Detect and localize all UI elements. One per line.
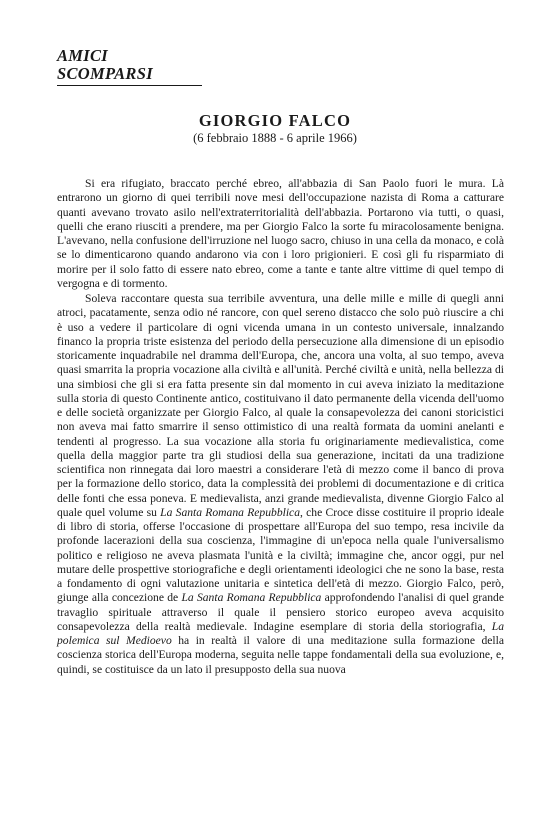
paragraph-2-text-a: Soleva raccontare questa sua terribile avventura, una delle mille e mille di quegli anni atroci, pacatamente, senza odio né rancore, con quel sereno distacco che solo può riuscire a chi è uso a vedere il particolare di ogni vicenda umana in un contesto universale, innalzando financo la propria triste esistenza del periodo della persecuzione alla dimensione di un episodio storicamente inquadrabile nel dramma dell'Europa, che, ancora una volta, al suo tempo, aveva quasi smarrita la propria vocazione alla civiltà e all'unità. Perché civiltà e unità, nella bellezza di una simbiosi che gli si era fatta presente sin dal momento in cui aveva iniziato la meditazione sulla storia di questo Continente antico, costituivano il dato permanente della vicenda dell'uomo e delle società organizzate per Giorgio Falco, al quale la consapevolezza dei canoni storicistici non aveva mai fatto smarrire il senso ottimistico di una realtà formata da uomini anelanti e tendenti al progresso. La sua vocazione alla storia fu originariamente medievalistica, come quella della maggior parte tra gli studiosi della sua generazione, incitati da una tradizione scientifica non rinnegata dai loro maestri a considerare l'età di mezzo come il banco di prova per la formazione dello storico, data la complessità dei problemi di documentazione e di critica delle fonti che essa poneva. E medievalista, anzi grande medievalista, divenne Giorgio Falco al quale quel volume su <box>57 292 504 519</box>
article-body <box>57 177 504 677</box>
section-header <box>57 47 207 86</box>
paragraph-2-text-b: , che Croce disse costituire il proprio ideale di libro di storia, offerse l'occasione di prospettare all'Europa del suo tempo, resa incivile da profonde lacerazioni della sua coscienza, l'immagine di un'epoca nella quale l'universalismo politico e religioso ne aveva plasmata l'unità e la civiltà; immagine che, ancor oggi, pur nel mutare delle prospettive storiografiche e degli orientamenti ideologici che ne sono la base, resta a fondamento di ogni valutazione unitaria e sintetica dell'età di mezzo. Giorgio Falco, però, giunge alla concezione de <box>57 505 504 605</box>
paragraph-2 <box>57 292 504 677</box>
article-dates: (6 febbraio 1888 - 6 aprile 1966) <box>193 131 357 145</box>
paragraph-2-text-c: approfondendo l'analisi di quel grande travaglio spirituale attraverso il quale il pensiero storico europeo aveva acquisito consapevolezza della realtà medievale. Indagine esemplare di storia della storiografia, <box>57 591 504 633</box>
book-title-santa-romana-repubblica: La Santa Romana Repubblica <box>160 505 300 519</box>
book-title-polemica-sul-medioevo: La polemica sul Medioevo <box>57 619 504 647</box>
paragraph-2-text-d: ha in realtà il valore di una meditazione sulla formazione della coscienza storica dell'Europa moderna, seguita nelle tappe fondamentali della sua evoluzione, e, quindi, se costituisce da un lato il presupposto della sua nuova <box>57 634 505 676</box>
article-title: GIORGIO FALCO <box>198 111 352 130</box>
paragraph-1: Si era rifugiato, braccato perché ebreo, all'abbazia di San Paolo fuori le mura. Là entrarono un giorno di quei terribili nove mesi dell'occupazione nazista di Roma a catturare quanti avevano trovato asilo nell'extraterritorialità dell'abbazia. Portarono via tutti, o quasi, quelli che erano riusciti a prendere, ma per Giorgio Falco la sorte fu miracolosamente benigna. L'avevano, nella confusione dell'irruzione nel luogo sacro, chiuso in una cella da monaco, e colà se lo dimenticarono quando andarono via con i loro prigionieri. E così gli fu risparmiato di morire per il solo fatto di essere nato ebreo, come a tante e tante altre vittime di quel tempo di vergogna e di tormento. <box>57 177 504 290</box>
section-rule <box>57 85 202 86</box>
book-title-santa-romana-repubblica-2: La Santa Romana Repubblica <box>181 591 322 605</box>
section-title: AMICI SCOMPARSI <box>57 46 153 83</box>
